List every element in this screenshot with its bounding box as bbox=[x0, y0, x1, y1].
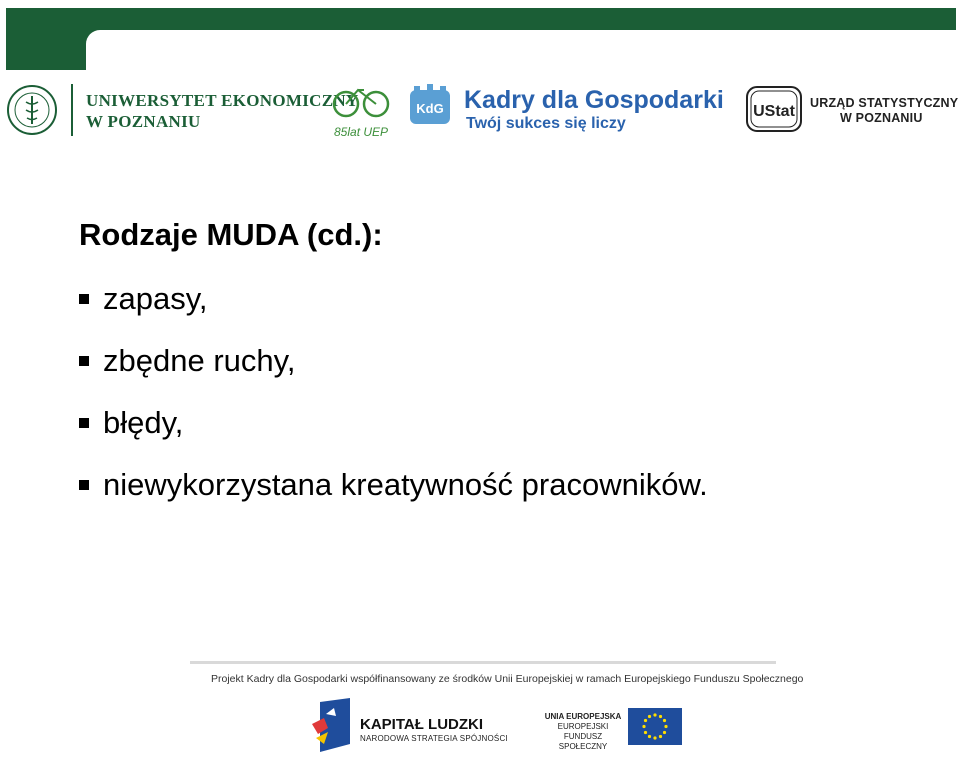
ustat-logo-text: UStat bbox=[753, 103, 795, 120]
eu-label: UNIA EUROPEJSKA EUROPEJSKI FUNDUSZ SPOŁECZNY bbox=[544, 712, 622, 751]
statistical-office-name: URZĄD STATYSTYCZNY W POZNANIU bbox=[810, 96, 959, 125]
bullet-list bbox=[79, 280, 708, 528]
eu-flag-icon bbox=[628, 708, 682, 745]
kdg-logo-icon bbox=[408, 84, 452, 134]
slide-title: Rodzaje MUDA (cd.): bbox=[79, 217, 383, 252]
header-divider bbox=[71, 84, 73, 136]
header-logos bbox=[0, 78, 960, 142]
project-slogan: Twój sukces się liczy bbox=[466, 115, 626, 132]
anniversary-bike-icon bbox=[330, 82, 396, 140]
ustat-logo-icon bbox=[746, 86, 802, 132]
bullet-square-icon bbox=[79, 356, 89, 366]
kapital-ludzki-title: KAPITAŁ LUDZKI bbox=[360, 716, 484, 733]
top-bar-notch bbox=[86, 30, 960, 74]
bullet-item: zapasy, bbox=[79, 280, 708, 342]
anniversary-label: 85lat UEP bbox=[334, 125, 389, 139]
bullet-item: niewykorzystana kreatywność pracowników. bbox=[79, 466, 708, 528]
bullet-square-icon bbox=[79, 294, 89, 304]
bullet-item: błędy, bbox=[79, 404, 708, 466]
university-name: UNIWERSYTET EKONOMICZNY W POZNANIU bbox=[86, 91, 359, 131]
kapital-ludzki-subtitle: NARODOWA STRATEGIA SPÓJNOŚCI bbox=[360, 734, 508, 743]
footer-note: Projekt Kadry dla Gospodarki współfinansowany ze środków Unii Europejskiej w ramach Europejskiego Funduszu Społecznego bbox=[211, 673, 804, 685]
kdg-logo-text: KdG bbox=[416, 101, 444, 116]
kapital-ludzki-flag-icon bbox=[310, 698, 354, 752]
bullet-item: zbędne ruchy, bbox=[79, 342, 708, 404]
bullet-square-icon bbox=[79, 480, 89, 490]
bullet-square-icon bbox=[79, 418, 89, 428]
university-seal-icon bbox=[6, 84, 58, 136]
footer-divider bbox=[190, 661, 776, 664]
project-title: Kadry dla Gospodarki bbox=[464, 86, 724, 114]
